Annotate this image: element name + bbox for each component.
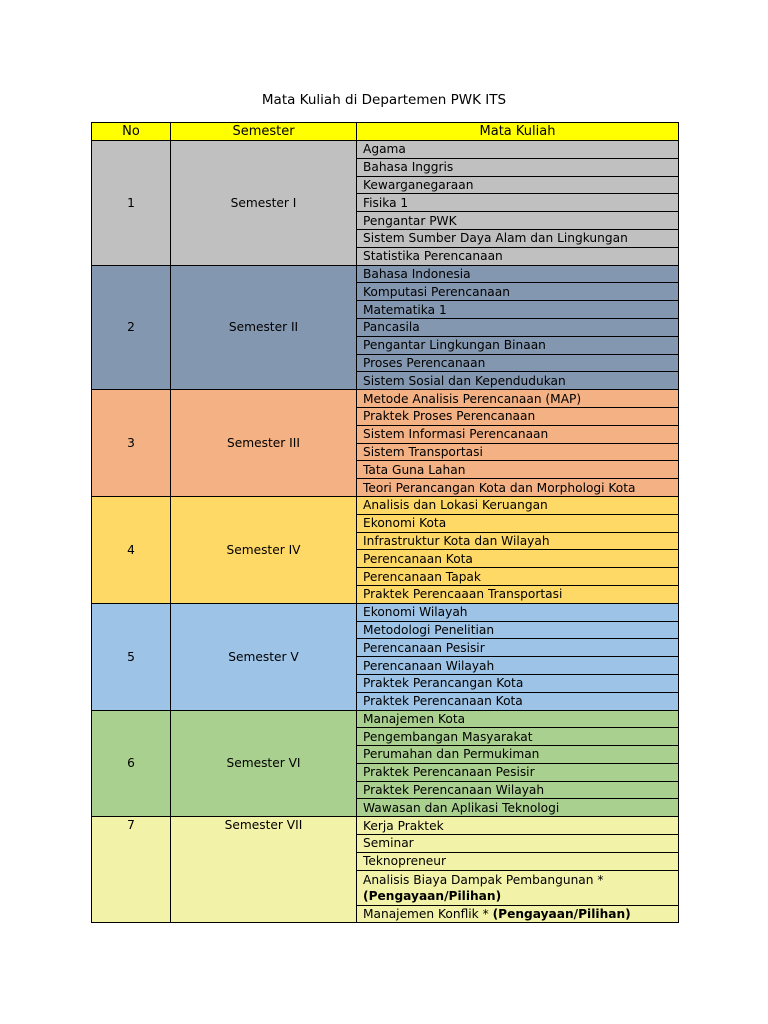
course-cell: Komputasi Perencanaan <box>357 283 679 301</box>
table-row <box>92 496 679 514</box>
course-cell: Praktek Perencanaan Pesisir <box>357 763 679 781</box>
course-cell: Pengantar Lingkungan Binaan <box>357 336 679 354</box>
course-cell: Analisis dan Lokasi Keruangan <box>357 496 679 514</box>
semester-name: Semester VII <box>171 817 357 923</box>
course-table <box>91 122 679 923</box>
header-no: No <box>92 123 171 141</box>
semester-name: Semester IV <box>171 496 357 603</box>
course-cell: Matematika 1 <box>357 301 679 319</box>
course-cell: Praktek Proses Perencanaan <box>357 407 679 425</box>
semester-number: 3 <box>92 390 171 497</box>
semester-number: 4 <box>92 496 171 603</box>
semester-name: Semester III <box>171 390 357 497</box>
course-cell: Seminar <box>357 835 679 853</box>
course-cell: Agama <box>357 141 679 159</box>
header-semester: Semester <box>171 123 357 141</box>
semester-number: 5 <box>92 603 171 710</box>
table-row <box>92 603 679 621</box>
header-course: Mata Kuliah <box>357 123 679 141</box>
course-cell: Metode Analisis Perencanaan (MAP) <box>357 390 679 408</box>
course-cell: Manajemen Kota <box>357 710 679 728</box>
table-row <box>92 710 679 728</box>
table-row <box>92 390 679 408</box>
semester-name: Semester VI <box>171 710 357 817</box>
table-body <box>92 141 679 923</box>
course-cell: Perencanaan Pesisir <box>357 639 679 657</box>
course-cell: Ekonomi Wilayah <box>357 603 679 621</box>
course-cell: Praktek Perencanaan Kota <box>357 692 679 710</box>
semester-number: 1 <box>92 141 171 266</box>
course-cell: Wawasan dan Aplikasi Teknologi <box>357 799 679 817</box>
course-cell: Teori Perancangan Kota dan Morphologi Kota <box>357 479 679 497</box>
course-cell: Perencanaan Tapak <box>357 568 679 586</box>
course-cell: Ekonomi Kota <box>357 514 679 532</box>
course-cell: Perumahan dan Permukiman <box>357 746 679 764</box>
course-cell <box>357 870 679 905</box>
table-header-row <box>92 123 679 141</box>
semester-name: Semester V <box>171 603 357 710</box>
course-cell: Kewarganegaraan <box>357 176 679 194</box>
semester-number: 7 <box>92 817 171 923</box>
course-cell: Sistem Sosial dan Kependudukan <box>357 372 679 390</box>
elective-name: Manajemen Konflik * <box>363 907 489 922</box>
course-cell: Statistika Perencanaan <box>357 247 679 265</box>
course-cell: Praktek Perencaaan Transportasi <box>357 585 679 603</box>
course-cell: Perencanaan Kota <box>357 550 679 568</box>
elective-name: Analisis Biaya Dampak Pembangunan * <box>363 872 604 887</box>
course-cell: Fisika 1 <box>357 194 679 212</box>
course-cell: Pengantar PWK <box>357 212 679 230</box>
course-cell: Pancasila <box>357 318 679 336</box>
course-cell: Sistem Sumber Daya Alam dan Lingkungan <box>357 229 679 247</box>
course-cell: Teknopreneur <box>357 852 679 870</box>
course-cell: Praktek Perancangan Kota <box>357 674 679 692</box>
course-cell: Praktek Perencanaan Wilayah <box>357 781 679 799</box>
page-title: Mata Kuliah di Departemen PWK ITS <box>261 92 507 108</box>
course-cell <box>357 905 679 923</box>
course-cell: Sistem Informasi Perencanaan <box>357 425 679 443</box>
course-cell: Proses Perencanaan <box>357 354 679 372</box>
course-cell: Sistem Transportasi <box>357 443 679 461</box>
course-cell: Tata Guna Lahan <box>357 461 679 479</box>
course-cell: Infrastruktur Kota dan Wilayah <box>357 532 679 550</box>
elective-note: (Pengayaan/Pilihan) <box>363 888 502 903</box>
course-cell: Metodologi Penelitian <box>357 621 679 639</box>
semester-name: Semester I <box>171 141 357 266</box>
table-row <box>92 817 679 835</box>
semester-name: Semester II <box>171 265 357 390</box>
course-cell: Bahasa Indonesia <box>357 265 679 283</box>
course-cell: Bahasa Inggris <box>357 158 679 176</box>
table-row <box>92 141 679 159</box>
elective-note: (Pengayaan/Pilihan) <box>492 907 631 922</box>
course-cell: Perencanaan Wilayah <box>357 657 679 675</box>
course-cell: Pengembangan Masyarakat <box>357 728 679 746</box>
table-row <box>92 265 679 283</box>
course-cell: Kerja Praktek <box>357 817 679 835</box>
semester-number: 2 <box>92 265 171 390</box>
semester-number: 6 <box>92 710 171 817</box>
